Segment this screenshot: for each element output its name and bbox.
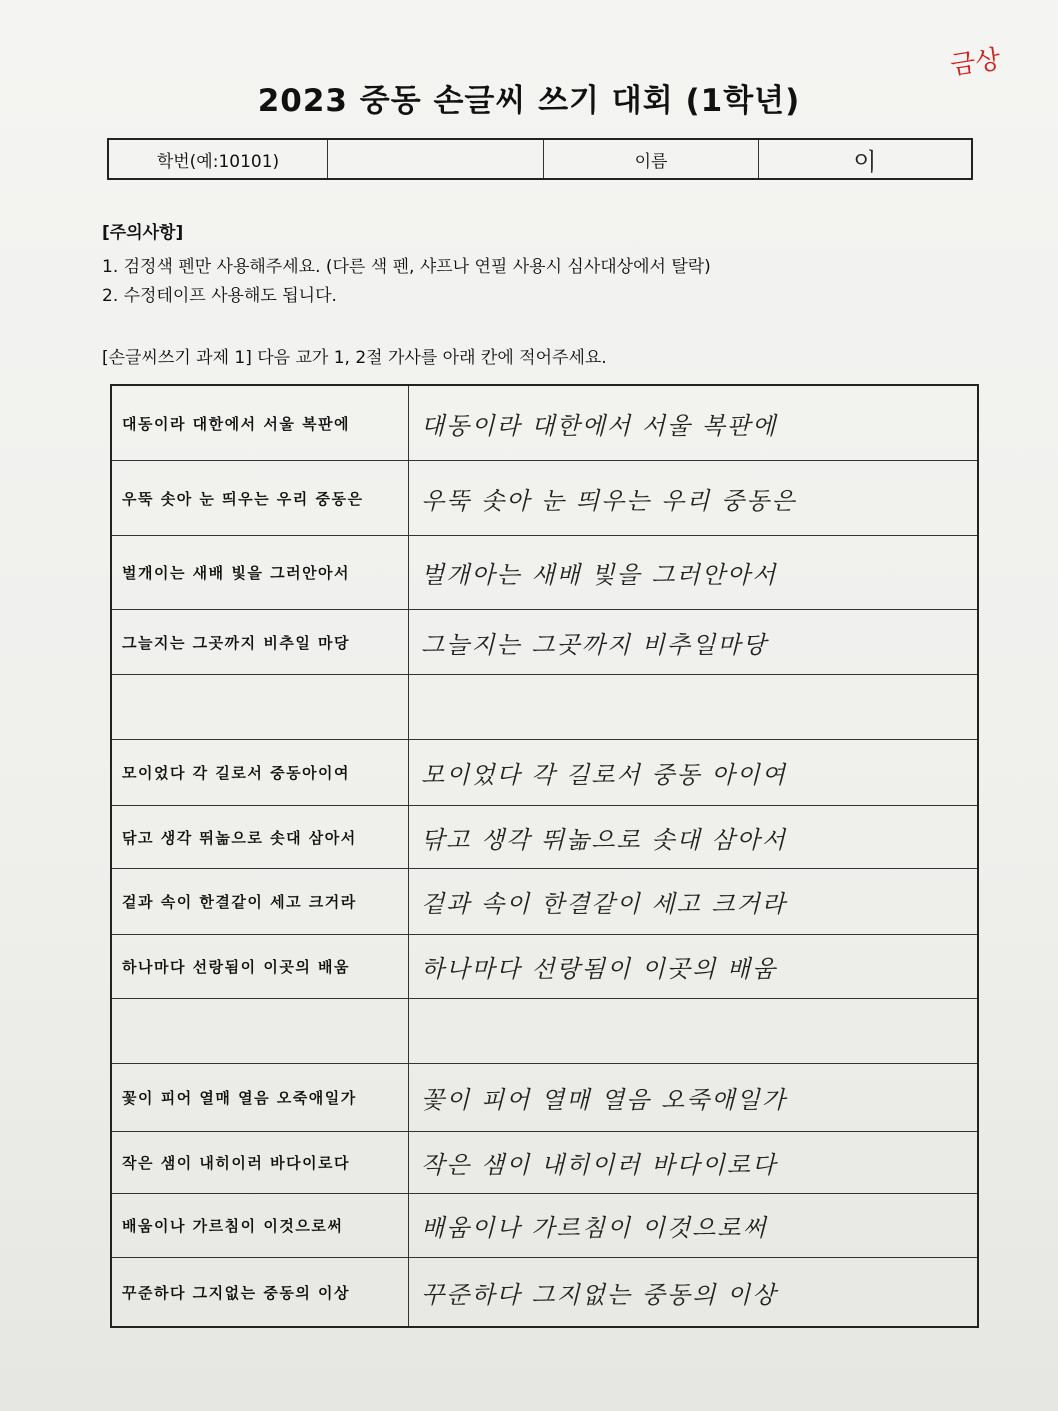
- handwritten-lyric[interactable]: 꽃이 피어 열매 열음 오죽애일가: [421, 1086, 787, 1114]
- handwritten-lyric[interactable]: 겉과 속이 한결같이 세고 크거라: [421, 890, 787, 918]
- handwritten-lyric[interactable]: 배움이나 가르침이 이것으로써: [421, 1214, 768, 1242]
- table-row: [112, 461, 977, 536]
- printed-lyric: 겉과 속이 한결같이 세고 크거라: [112, 869, 409, 934]
- printed-lyric: 꽃이 피어 열매 열음 오죽애일가: [112, 1064, 409, 1131]
- note-item: 1. 검정색 펜만 사용해주세요. (다른 색 펜, 샤프나 연필 사용시 심사대상에서 탈락): [102, 257, 711, 277]
- handwritten-lyric[interactable]: 닦고 생각 뛰놂으로 솟대 삼아서: [421, 825, 787, 854]
- handwritten-lyric[interactable]: [409, 675, 977, 739]
- printed-lyric: 하나마다 선랑됨이 이곳의 배움: [112, 935, 409, 998]
- printed-lyric: 우뚝 솟아 눈 띄우는 우리 중동은: [112, 461, 409, 535]
- printed-lyric: 꾸준하다 그지없는 중동의 이상: [112, 1258, 409, 1326]
- printed-lyric: 닦고 생각 뛰놂으로 솟대 삼아서: [112, 806, 409, 868]
- table-row: [112, 1194, 977, 1258]
- printed-lyric: 모이었다 각 길로서 중동아이여: [112, 740, 409, 805]
- table-row: [112, 935, 977, 999]
- student-info-row: [107, 138, 973, 180]
- table-row: [112, 1258, 977, 1326]
- printed-lyric: 작은 샘이 내히이러 바다이로다: [112, 1132, 409, 1193]
- table-row: [112, 1064, 977, 1132]
- name-label: 이름: [544, 140, 759, 178]
- handwritten-lyric[interactable]: 우뚝 솟아 눈 띄우는 우리 중동은: [421, 486, 797, 515]
- table-row: [112, 675, 977, 740]
- student-id-label: 학번(예:10101): [109, 140, 328, 178]
- table-row: [112, 536, 977, 610]
- printed-lyric: [112, 999, 409, 1063]
- award-mark: 금상: [948, 44, 1003, 82]
- table-row: [112, 869, 977, 935]
- handwritten-lyric[interactable]: 그늘지는 그곳까지 비추일마당: [421, 630, 768, 659]
- handwritten-lyric[interactable]: 모이었다 각 길로서 중동 아이여: [421, 761, 787, 789]
- student-id-field[interactable]: [328, 140, 544, 178]
- printed-lyric: 배움이나 가르침이 이것으로써: [112, 1194, 409, 1257]
- handwritten-lyric[interactable]: 꾸준하다 그지없는 중동의 이상: [421, 1280, 778, 1309]
- handwritten-lyric[interactable]: 하나마다 선랑됨이 이곳의 배움: [421, 955, 778, 983]
- handwritten-lyric[interactable]: 벌개아는 새배 빛을 그러안아서: [421, 561, 778, 589]
- table-row: [112, 806, 977, 869]
- handwritten-lyric[interactable]: 작은 샘이 내히이러 바다이로다: [421, 1151, 778, 1179]
- note-item: 2. 수정테이프 사용해도 됩니다.: [102, 286, 337, 306]
- name-field[interactable]: 이: [853, 147, 877, 176]
- notes-title: [주의사항]: [102, 223, 184, 243]
- printed-lyric: 그늘지는 그곳까지 비추일 마당: [112, 610, 409, 674]
- page-title: 2023 중동 손글씨 쓰기 대회 (1학년): [257, 83, 801, 119]
- printed-lyric: [112, 675, 409, 739]
- table-row: [112, 740, 977, 806]
- task-instruction: [손글씨쓰기 과제 1] 다음 교가 1, 2절 가사를 아래 칸에 적어주세요.: [102, 348, 607, 368]
- table-row: [112, 1132, 977, 1194]
- printed-lyric: 벌개이는 새배 빛을 그러안아서: [112, 536, 409, 609]
- printed-lyric: 대동이라 대한에서 서울 복판에: [112, 386, 409, 460]
- handwritten-lyric[interactable]: [409, 999, 977, 1063]
- lyrics-table: [110, 384, 979, 1328]
- table-row: [112, 999, 977, 1064]
- table-row: [112, 610, 977, 675]
- handwritten-lyric[interactable]: 대동이라 대한에서 서울 복판에: [421, 411, 778, 440]
- table-row: [112, 386, 977, 461]
